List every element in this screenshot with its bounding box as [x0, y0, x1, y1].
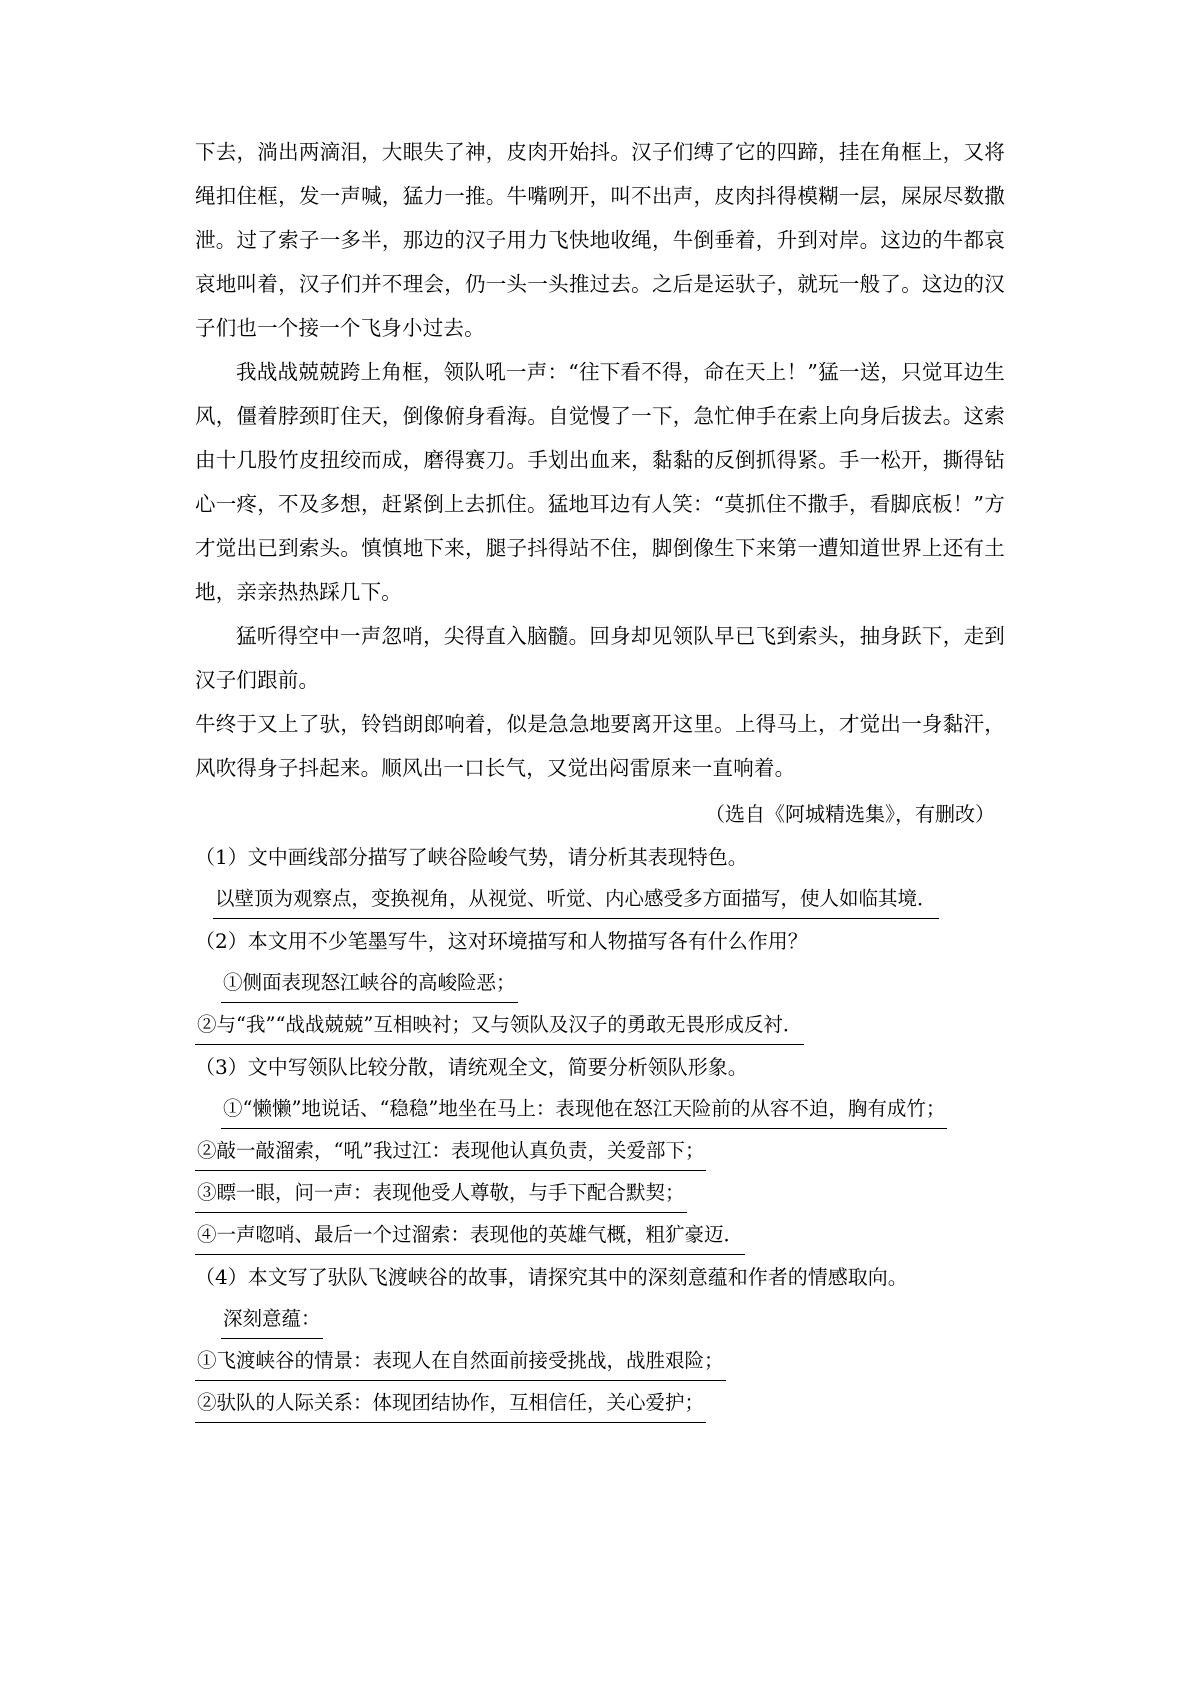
question-3: （3）文中写领队比较分散，请统观全文，简要分析领队形象。 — [195, 1055, 748, 1079]
answer-text: ②驮队的人际关系：体现团结协作，互相信任，关心爱护； — [195, 1385, 706, 1423]
answer-text: ④一声唿哨、最后一个过溜索：表现他的英雄气概，粗犷豪迈． — [195, 1217, 745, 1255]
answer-text: ①侧面表现怒江峡谷的高峻险恶； — [221, 965, 518, 1003]
passage-paragraph: 牛终于又上了驮，铃铛朗郎响着，似是急急地要离开这里。上得马上，才觉出一身黏汗，风吹得身子抖起来。顺风出一口长气，又觉出闷雷原来一直响着。 — [195, 712, 1005, 780]
answer-1-1 — [195, 878, 1005, 920]
answer-text: 深刻意蕴： — [221, 1301, 323, 1339]
answer-2-1 — [195, 962, 1005, 1004]
question-4: （4）本文写了驮队飞渡峡谷的故事，请探究其中的深刻意蕴和作者的情感取向。 — [195, 1265, 908, 1289]
answer-text: ①“懒懒”地说话、“稳稳”地坐在马上：表现他在怒江天险前的从容不迫，胸有成竹； — [221, 1091, 947, 1129]
passage-body — [195, 130, 1005, 790]
answer-text: ③瞟一眼，问一声：表现他受人尊敬，与手下配合默契； — [195, 1175, 687, 1213]
answer-3-1 — [195, 1088, 1005, 1130]
answer-4-2 — [195, 1340, 1005, 1382]
answer-3-4 — [195, 1214, 1005, 1256]
answer-text: ②敲一敲溜索，“吼”我过江：表现他认真负责，关爱部下； — [195, 1133, 706, 1171]
source-attribution: （选自《阿城精选集》，有删改） — [705, 802, 995, 826]
answer-4-1 — [195, 1298, 1005, 1340]
answer-text: ①飞渡峡谷的情景：表现人在自然面前接受挑战，战胜艰险； — [195, 1343, 726, 1381]
passage-paragraph: 我战战兢兢跨上角框，领队吼一声：“往下看不得，命在天上！”猛一送，只觉耳边生风，僵着脖颈盯住天，倒像俯身看海。自觉慢了一下，急忙伸手在索上向身后拔去。这索由十几股竹皮扭绞而成，磨得赛刀。手划出血来，黏黏的反倒抓得紧。手一松开，撕得钻心一疼，不及多想，赶紧倒上去抓住。猛地耳边有人笑：“莫抓住不撒手，看脚底板！”方才觉出已到索头。慎慎地下来，腿子抖得站不住，脚倒像生下来第一遭知道世界上还有土地，亲亲热热踩几下。 — [195, 360, 1005, 604]
passage-paragraph: 猛听得空中一声忽哨，尖得直入脑髓。回身却见领队早已飞到索头，抽身跃下，走到汉子们跟前。 — [195, 624, 1005, 692]
question-2: （2）本文用不少笔墨写牛，这对环境描写和人物描写各有什么作用？ — [195, 929, 808, 953]
question-1: （1）文中画线部分描写了峡谷险峻气势，请分析其表现特色。 — [195, 845, 748, 869]
answer-3-2 — [195, 1130, 1005, 1172]
question-answer-block — [195, 836, 1005, 1424]
answer-4-3 — [195, 1382, 1005, 1424]
answer-2-2 — [195, 1004, 1005, 1046]
passage-paragraph: 下去，淌出两滴泪，大眼失了神，皮肉开始抖。汉子们缚了它的四蹄，挂在角框上，又将绳扣住框，发一声喊，猛力一推。牛嘴咧开，叫不出声，皮肉抖得模糊一层，屎尿尽数撒泄。过了索子一多半，那边的汉子用力飞快地收绳，牛倒垂着，升到对岸。这边的牛都哀哀地叫着，汉子们并不理会，仍一头一头推过去。之后是运驮子，就玩一般了。这边的汉子们也一个接一个飞身小过去。 — [195, 140, 1005, 340]
answer-text: 以壁顶为观察点，变换视角，从视觉、听觉、内心感受多方面描写，使人如临其境． — [213, 881, 939, 919]
answer-3-3 — [195, 1172, 1005, 1214]
answer-text: ②与“我”“战战兢兢”互相映衬；又与领队及汉子的勇敢无畏形成反衬． — [195, 1007, 804, 1045]
